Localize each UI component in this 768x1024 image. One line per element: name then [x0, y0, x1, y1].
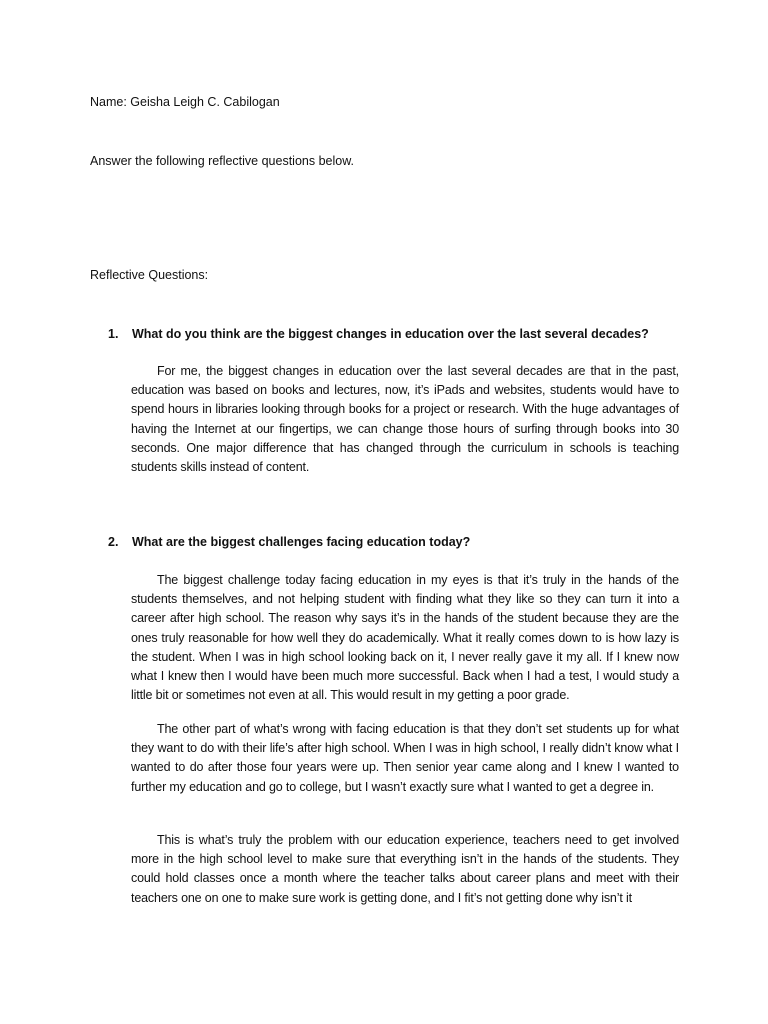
section-title: Reflective Questions: [90, 268, 209, 282]
student-name-line: Name: Geisha Leigh C. Cabilogan [90, 95, 280, 109]
question-1 [108, 325, 683, 343]
answer-1-paragraph-1: For me, the biggest changes in education over the last several decades are that in the past, education was based on books and lectures, now, it’s iPads and websites, students would have to spend hours in libraries looking through books for a project or research. With the huge advantages of having the Internet at our fingertips, we can change those hours of surfing through books into 30 seconds. One major difference that has changed through the curriculum in schools is teaching students skills instead of content. [131, 364, 679, 475]
question-number: 1. [108, 327, 119, 341]
answer-2-paragraph-1: The biggest challenge today facing education in my eyes is that it’s truly in the hands of the students themselves, and not helping student with finding what they like so they can turn it into a career after high school. The reason why says it’s in the hands of the student because they are the ones truly reasonable for how well they do academically. What it really comes down to is how lazy is the student. When I was in high school looking back on it, I never really gave it my all. If I knew now what I knew then I would have been much more successful. Back when I had a test, I would study a little bit or sometimes not even at all. This would result in my getting a poor grade. [131, 573, 679, 703]
instruction-line: Answer the following reflective questions below. [90, 154, 355, 168]
question-2 [108, 533, 683, 551]
answer-2-paragraph-3: This is what’s truly the problem with our education experience, teachers need to get involved more in the high school level to make sure that everything isn’t in the hands of the students. They could hold classes once a month where the teacher talks about career plans and meet with their teachers one on one to make sure work is getting done, and I fit’s not getting done why isn’t it [131, 833, 679, 905]
answer-2-paragraph-2: The other part of what’s wrong with facing education is that they don’t set students up for what they want to do with their life’s after high school. When I was in high school, I really didn’t know what I wanted to do after those four years were up. Then senior year came along and I knew I wanted to further my education and go to college, but I wasn’t exactly sure what I wanted to get a degree in. [131, 722, 679, 794]
question-text: What do you think are the biggest changes in education over the last several decades? [132, 327, 649, 341]
question-number: 2. [108, 535, 119, 549]
question-text: What are the biggest challenges facing education today? [132, 535, 471, 549]
